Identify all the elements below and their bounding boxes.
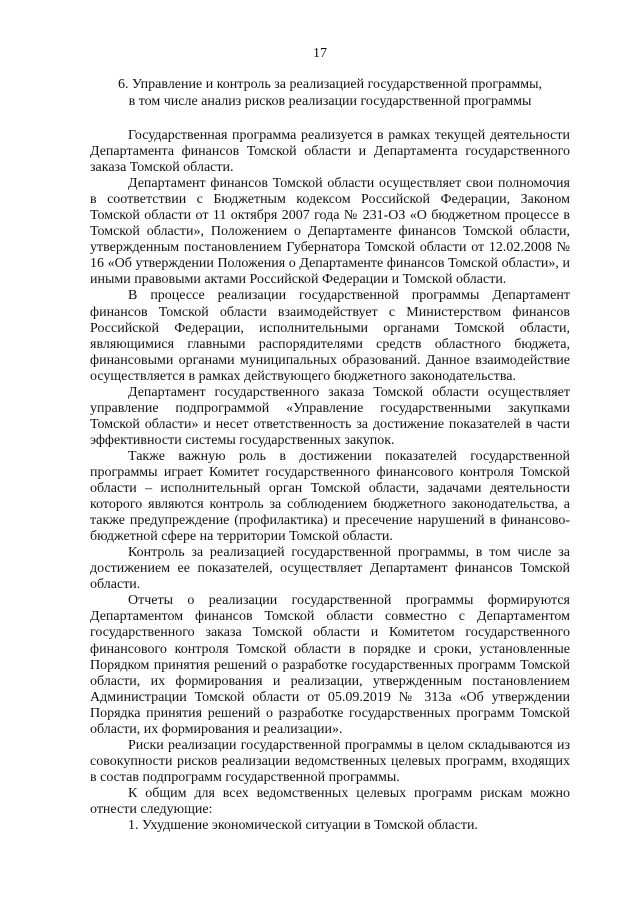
paragraph-finance-department-powers: Департамент финансов Томской области осуществляет свои полномочия в соответствии с Бюджетным кодексом Российской Федерации, Законом Томской области от 11 октября 2007 года № 231-ОЗ «О бюджетном процессе в Томской области», Положением о Департаменте финансов Томской области, утвержденным постановлением Губернатора Томской области от 12.02.2008 № 16 «Об утверждении Положения о Департаменте финансов Томской области», и иными правовыми актами Российской Федерации и Томской области. <box>90 176 570 288</box>
paragraph-interaction: В процессе реализации государственной программы Департамент финансов Томской области взаимодействует с Министерством финансов Российской Федерации, исполнительными органами Томской области, являющимися главными распорядителями средств областного бюджета, финансовыми органами муниципальных образований. Данное взаимодействие осуществляется в рамках действующего бюджетного законодательства. <box>90 288 570 384</box>
paragraph-reports: Отчеты о реализации государственной программы формируются Департаментом финансов Томской области совместно с Департаментом государственного заказа Томской области и Комитетом государственного финансового контроля Томской области в порядке и сроки, установленные Порядком принятия решений о разработке государственных программ Томской области, их формирования и реализации, утвержденным постановлением Администрации Томской области от 05.09.2019 № 313а «Об утверждении Порядка принятия решений о разработке государственных программ Томской области, их формирования и реализации». <box>90 593 570 737</box>
paragraph-risks: Риски реализации государственной программы в целом складываются из совокупности рисков реализации ведомственных целевых программ, входящих в состав подпрограмм государственной программы. <box>90 737 570 785</box>
paragraph-program-control: Контроль за реализацией государственной программы, в том числе за достижением ее показателей, осуществляет Департамент финансов Томской области. <box>90 545 570 593</box>
list-item-risk-1: 1. Ухудшение экономической ситуации в Томской области. <box>128 818 478 834</box>
section-heading-line-1: 6. Управление и контроль за реализацией государственной программы, <box>118 77 542 92</box>
paragraph-procurement-department: Департамент государственного заказа Томской области осуществляет управление подпрограммой «Управление государственными закупками Томской области» и несет ответственность за достижение показателей в части эффективности системы государственных закупок. <box>90 384 570 448</box>
document-body <box>90 128 570 834</box>
section-heading-line-2: в том числе анализ рисков реализации государственной программы <box>128 94 532 109</box>
paragraph-control-committee: Также важную роль в достижении показателей государственной программы играет Комитет государственного финансового контроля Томской области – исполнительный орган Томской области, задачами деятельности которого являются контроль за соблюдением бюджетного законодательства, а также предупреждение (профилактика) и пресечение нарушений в финансово-бюджетной сфере на территории Томской области. <box>90 448 570 545</box>
page-number: 17 <box>313 46 327 61</box>
section-heading <box>90 76 570 110</box>
paragraph-program-implementation: Государственная программа реализуется в рамках текущей деятельности Департамента финансов Томской области и Департамента государственного заказа Томской области. <box>90 128 570 176</box>
paragraph-common-risks: К общим для всех ведомственных целевых программ рискам можно отнести следующие: <box>90 785 570 817</box>
